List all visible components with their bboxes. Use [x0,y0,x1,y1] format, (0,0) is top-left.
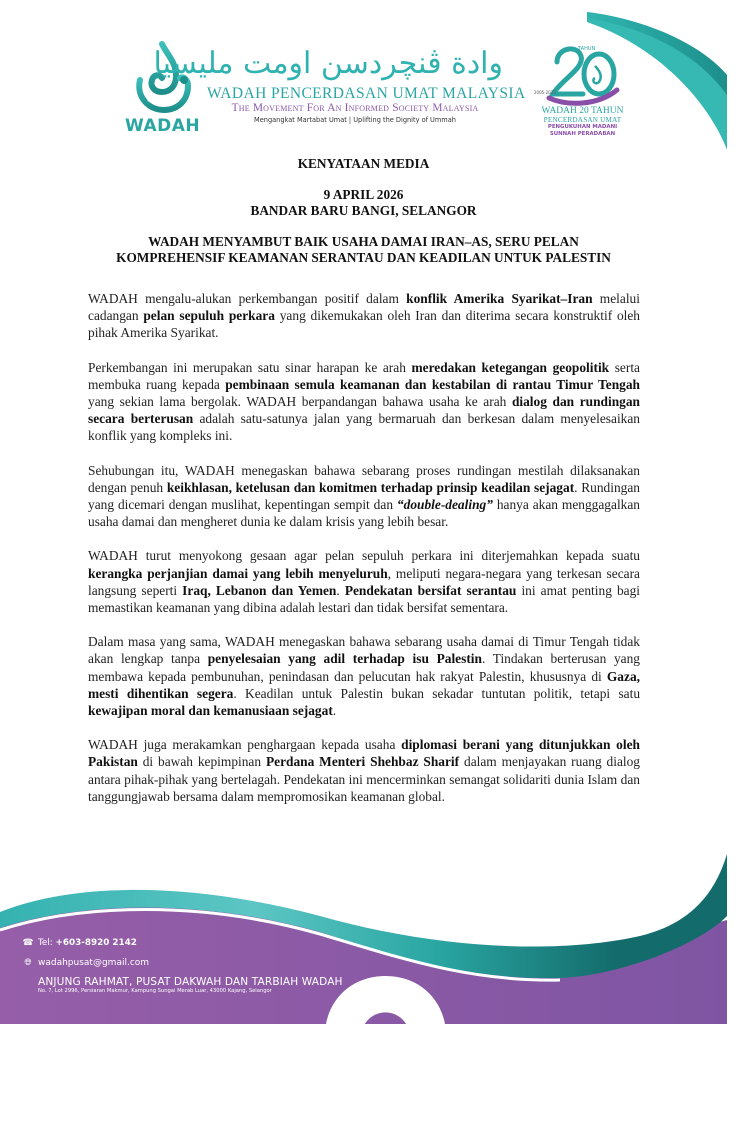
text-run: hanya akan menggagalkan usaha damai dan mengheret dunia ke dalam krisis yang lebih besar. [88,497,640,530]
bold-text: diplomasi berani yang ditunjukkan oleh Pakistan [88,737,640,770]
telephone-icon: ☎ [22,938,34,948]
anniversary-logo [520,40,645,148]
logo-wordmark: WADAH [125,116,201,136]
footer-address [22,976,343,995]
headline-line-2: KOMPREHENSIF KEAMANAN SERANTAU DAN KEADILAN UNTUK PALESTIN [116,250,611,265]
text-run: serta membuka ruang kepada [88,359,640,392]
bold-text: Gaza, mesti dihentikan segera [88,668,640,701]
bold-text: penyelesaian yang adil terhadap isu Palestin [207,651,482,667]
anniversary-title: WADAH 20 TAHUN [541,106,624,116]
body-paragraph [88,462,640,531]
text-run: WADAH turut menyokong gesaan agar pelan sepuluh perkara ini diterjemahkan kepada suatu [88,548,640,564]
text-run: Perkembangan ini merupakan satu sinar harapan ke arah [88,359,412,375]
bold-text: dialog dan rundingan secara berterusan [88,394,640,427]
text-run: yang sekian lama bergolak. WADAH berpandangan bahawa usaha ke arah [88,394,512,410]
text-run: . Rundingan yang dicemari dengan muslihat, kepentingan sempit dan [88,479,640,513]
bold-text: kewajipan moral dan kemanusiaan sejagat [88,703,333,719]
headline-line-1: WADAH MENYAMBUT BAIK USAHA DAMAI IRAN–AS, SERU PELAN [148,234,579,249]
body-paragraph [88,359,640,445]
emphasis-text: “double-dealing” [396,497,493,513]
bold-text: kerangka perjanjian damai yang lebih menyeluruh [88,565,388,581]
bold-text: pembinaan semula keamanan dan kestabilan di rantau Timur Tengah [225,376,640,392]
text-run: WADAH mengalu-alukan perkembangan positif dalam [88,291,407,306]
org-name: WADAH PENCERDASAN UMAT MALAYSIA [207,85,526,102]
bold-text: Iraq, Lebanon dan Yemen [182,582,337,598]
text-run: . Tindakan berterusan yang membawa kepada pembunuhan, penindasan dan pelucutan hak rakyat Palestin, khususnya di [88,651,640,684]
anniversary-tahun-label: TAHUN [578,46,596,52]
globe-icon: 🌐︎ [24,958,32,968]
text-run: adalah satu-satunya jalan yang bermaruah dan berkesan dalam menyelesaikan konflik yang kompleks ini. [88,411,640,444]
document-type-label: KENYATAAN MEDIA [297,156,430,171]
text-run: melalui cadangan [88,291,640,324]
text-run: di bawah kepimpinan [137,754,266,770]
org-tagline: Mengangkat Martabat Umat | Uplifting the Dignity of Ummah [254,116,456,124]
body-paragraph [88,736,640,805]
bold-text: keikhlasan, ketelusan dan komitmen terhadap prinsip keadilan sejagat [166,479,575,495]
text-run: Sehubungan itu, WADAH menegaskan bahawa sebarang proses rundingan mestilah dilaksanakan dengan penuh [88,462,640,495]
statement-heading [60,156,667,266]
text-run: . Keadilan untuk Palestin bukan sekadar tuntutan politik, tetapi satu [233,685,641,701]
footer [0,854,727,1024]
anniversary-slogan-1: PENGUKUHAN MADANI [547,124,618,130]
anniversary-slogan-2: SUNNAH PERADABAN [549,130,616,137]
bold-text: Perdana Menteri Shehbaz Sharif [265,754,460,770]
org-english-name: The Movement For An Informed Society Malaysia [231,102,479,114]
map-pin-icon [22,976,749,1146]
telephone-number[interactable]: +603-8920 2142 [55,938,137,948]
jawi-name: وادة ڤنچردسن اومت مليسيا [153,46,503,81]
anniversary-years: 2005-2025 [534,90,556,95]
statement-body [88,290,640,822]
footer-telephone [22,938,137,948]
footer-email [22,958,149,968]
organization-name-block [153,44,526,125]
text-run: . [332,703,337,719]
text-run: yang dikemukakan oleh Iran dan diterima secara konstruktif oleh pihak Amerika Syarikat. [88,308,640,341]
text-run: dalam menjayakan ruang dialog antara pihak-pihak yang bertelagah. Pendekatan ini mencerminkan semangat solidariti dunia Islam dan tanggungjawab bersama dalam mempromosikan keamanan global. [88,754,640,804]
statement-date: 9 APRIL 2026 [323,187,404,202]
telephone-label: Tel: [38,938,56,948]
text-run: , meliputi negara-negara yang terkesan secara langsung seperti [88,565,640,598]
text-run: ini amat penting bagi memastikan keamanan yang dibina adalah lestari dan tidak bersifat sementara. [88,582,641,616]
bold-text [397,497,493,512]
bold-text: pelan sepuluh perkara [143,308,275,324]
text-run: Dalam masa yang sama, WADAH menegaskan bahawa sebarang usaha damai di Timur Tengah tidak akan lengkap tanpa [88,634,640,667]
anniversary-subtitle: PENCERDASAN UMAT [543,116,622,124]
text-run: WADAH juga merakamkan penghargaan kepada usaha [88,737,402,753]
body-paragraph [88,547,640,616]
body-paragraph [88,290,640,342]
text-run: . [336,582,345,598]
address-title: ANJUNG RAHMAT, PUSAT DAKWAH DAN TARBIAH WADAH [38,976,343,988]
letterhead [125,40,645,152]
email-address[interactable]: wadahpusat@gmail.com [38,958,150,968]
address-detail: No. 7, Lot 2996, Persiaran Makmur, Kampung Sungai Merab Luar, 43000 Kajang, Selangor [38,988,272,994]
body-paragraph [88,633,640,719]
bold-text: Pendekatan bersifat serantau [344,582,517,598]
bold-text: konflik Amerika Syarikat–Iran [406,291,593,306]
bold-text: meredakan ketegangan geopolitik [411,359,610,375]
statement-location: BANDAR BARU BANGI, SELANGOR [250,203,477,218]
